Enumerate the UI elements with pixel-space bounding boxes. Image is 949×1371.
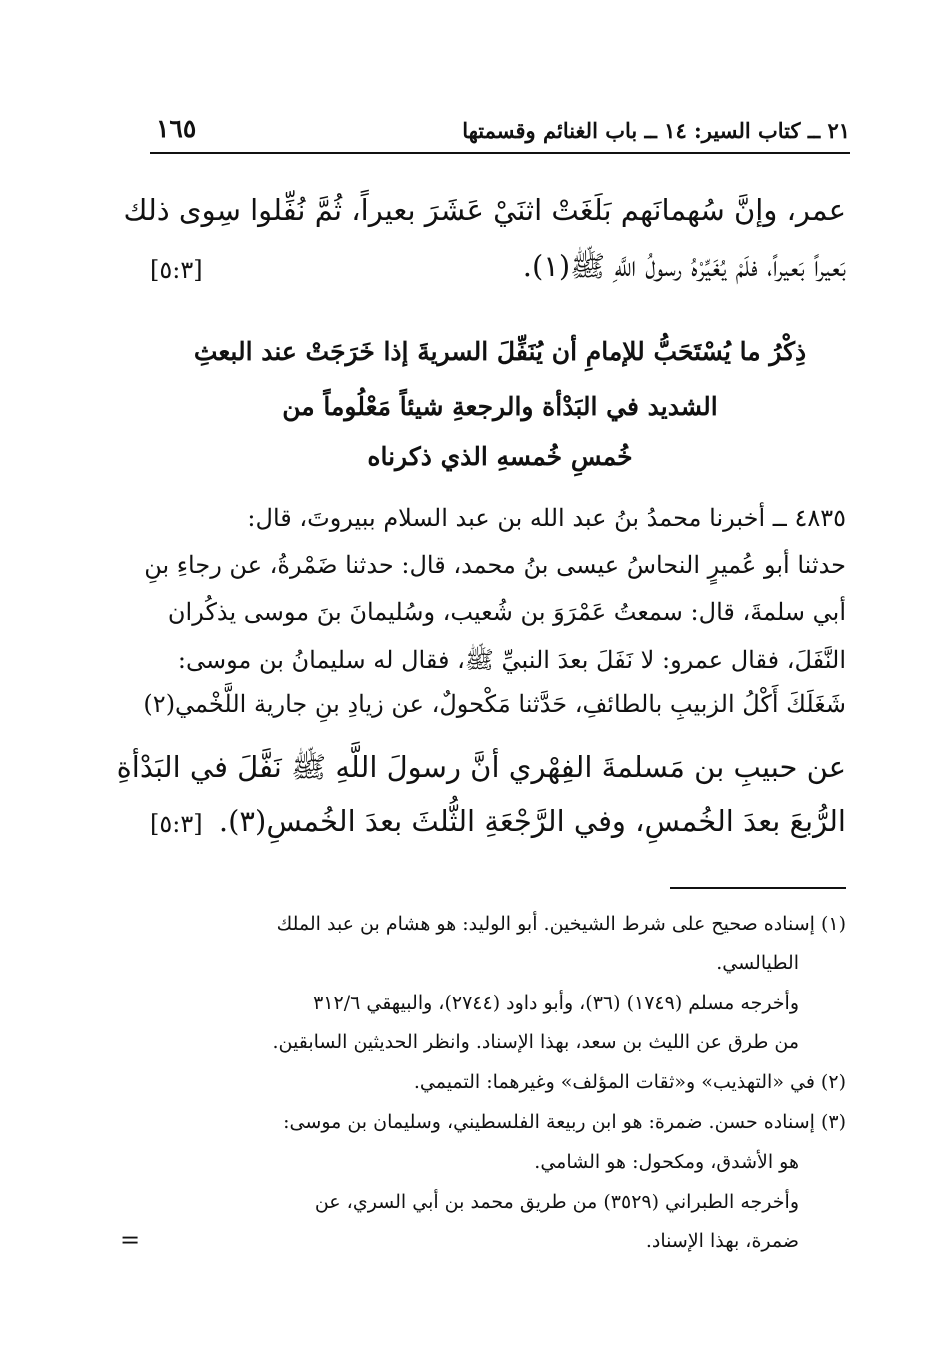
- hadith-line-7: الرُّبعَ بعدَ الخُمسِ، وفي الرَّجْعَةِ الثُّلثَ بعدَ الخُمسِ(٣).: [218, 804, 846, 838]
- hadith-line-3: أبي سلمةَ، قال: سمعتُ عَمْرَوَ بن شُعيب، وسُليمانَ بنَ موسى يذكُران: [167, 598, 846, 626]
- footnote-3-line-2: هو الأشدق، ومكحول: هو الشامي.: [534, 1151, 799, 1173]
- hadith-line-1: ٤٨٣٥ ــ أخبرنا محمدُ بنُ عبد الله بن عبد السلام ببيروتَ، قال:: [247, 504, 846, 532]
- footnote-3-line-3: وأخرجه الطبراني (٣٥٢٩) من طريق محمد بن أبي السري، عن: [314, 1191, 799, 1213]
- hadith-line-5: شَغَلَكَ أَكْلُ الزبيبِ بالطائفِ، حَدَّثنا مَكْحولٌ، عن زيادِ بنِ جارية اللَّخْمي(٢): [143, 690, 846, 718]
- running-title: ٢١ ــ كتاب السير: ١٤ ــ باب الغنائم وقسمتها: [462, 118, 850, 143]
- footnote-separator: [670, 887, 846, 889]
- footnote-1-line-3: وأخرجه مسلم (١٧٤٩) (٣٦)، وأبو داود (٢٧٤٤)، والبيهقي ٣١٢/٦: [313, 992, 799, 1014]
- margin-mark: =: [120, 1226, 141, 1254]
- hadith-line-4: النَّفَلَ، فقال عمرو: لا نَفَلَ بعدَ النبيِّ ﷺ، فقال له سليمانُ بن موسى:: [177, 646, 846, 674]
- section-heading-line-1: ذِكْرُ ما يُسْتَحَبُّ للإمامِ أن يُنَفِّلَ السريةَ إذا خَرَجَتْ عند البعثِ: [193, 337, 807, 366]
- hadith-line-2: حدثنا أبو عُميرٍ النحاسُ عيسى بنُ محمد، قال: حدثنا ضَمْرةُ، عن رجاءِ بنِ: [144, 551, 846, 579]
- footnote-2-line-1: (٢) في «التهذيب» و«ثقات المؤلف» وغيرهما: التميمي.: [413, 1071, 846, 1093]
- top-text-line-2: بَعيراً بَعيراً، فلَمْ يُغَيِّرْهُ رسولُ اللَّهِ ﷺ(١).: [522, 249, 846, 283]
- hadith-line-6: عن حبيبِ بن مَسلمةَ الفِهْري أنَّ رسولَ اللَّهِ ﷺ نَفَّلَ في البَدْأةِ: [116, 750, 846, 784]
- section-heading-line-2: الشديد في البَدْأة والرجعةِ شيئاً مَعْلُوماً من: [282, 392, 718, 421]
- top-text-reference: [٥:٣]: [150, 256, 203, 284]
- footnote-1-line-1: (١) إسناده صحيح على شرط الشيخين. أبو الوليد: هو هشام بن عبد الملك: [276, 913, 846, 935]
- footnote-1-line-2: الطيالسي.: [716, 952, 799, 974]
- section-heading-line-3: خُمسِ خُمسهِ الذي ذكرناه: [367, 442, 633, 471]
- top-text-line-1: عمر، وإنَّ سُهمانَهم بَلَغَتْ اثنَيْ عَشَرَ بعيراً، ثُمَّ نُفِّلوا سِوى ذلك: [123, 193, 846, 227]
- hadith-reference: [٥:٣]: [150, 810, 203, 838]
- footnote-1-line-4: من طرق عن الليث بن سعد، بهذا الإسناد. وانظر الحديثين السابقين.: [272, 1031, 799, 1053]
- page-number: ١٦٥: [156, 114, 197, 143]
- page-header: [150, 112, 850, 154]
- footnote-3-line-4: ضمرة، بهذا الإسناد.: [645, 1230, 799, 1252]
- footnote-3-line-1: (٣) إسناده حسن. ضمرة: هو ابن ربيعة الفلسطيني، وسليمان بن موسى:: [283, 1111, 846, 1133]
